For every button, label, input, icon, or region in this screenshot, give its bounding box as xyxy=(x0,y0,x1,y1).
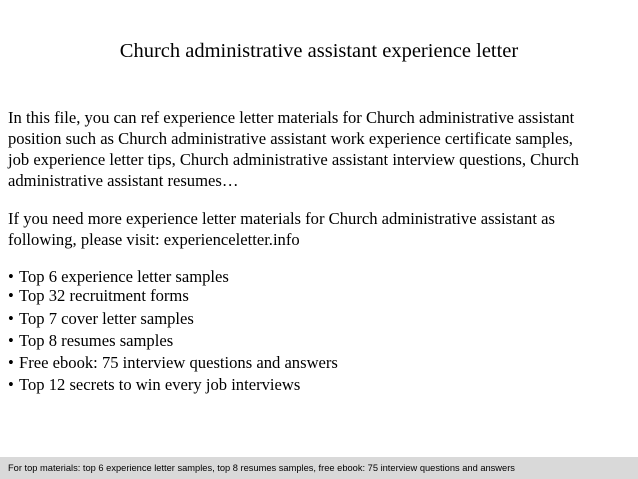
list-item xyxy=(8,374,338,395)
more-line: following, please visit: experienceletter.info xyxy=(8,230,300,249)
list-item-label: Free ebook: 75 interview questions and answers xyxy=(19,353,338,372)
intro-line: job experience letter tips, Church administrative assistant interview questions, Church xyxy=(8,150,579,169)
page-title: Church administrative assistant experience letter xyxy=(119,40,519,62)
list-item xyxy=(8,308,338,329)
intro-line: In this file, you can ref experience letter materials for Church administrative assistant xyxy=(8,108,575,127)
intro-line: administrative assistant resumes… xyxy=(8,171,239,190)
list-item-label: Top 12 secrets to win every job interviews xyxy=(19,375,301,394)
footer-bar: For top materials: top 6 experience letter samples, top 8 resumes samples, free ebook: 75 interview questions and answers xyxy=(0,457,638,479)
list-item xyxy=(8,266,338,287)
intro-line: position such as Church administrative assistant work experience certificate samples, xyxy=(8,129,573,148)
bullet-icon: • xyxy=(8,331,14,350)
list-item xyxy=(8,285,338,306)
materials-list xyxy=(8,266,338,395)
more-materials-paragraph xyxy=(8,208,634,250)
bullet-icon: • xyxy=(8,309,14,328)
intro-paragraph xyxy=(8,107,634,191)
list-item-label: Top 7 cover letter samples xyxy=(19,309,194,328)
list-item xyxy=(8,330,338,351)
more-line: If you need more experience letter materials for Church administrative assistant as xyxy=(8,209,555,228)
bullet-icon: • xyxy=(8,353,14,372)
bullet-icon: • xyxy=(8,375,14,394)
list-item-label: Top 6 experience letter samples xyxy=(19,267,229,286)
list-item xyxy=(8,352,338,373)
bullet-icon: • xyxy=(8,267,14,286)
list-item-label: Top 8 resumes samples xyxy=(19,331,174,350)
bullet-icon: • xyxy=(8,286,14,305)
list-item-label: Top 32 recruitment forms xyxy=(19,286,189,305)
